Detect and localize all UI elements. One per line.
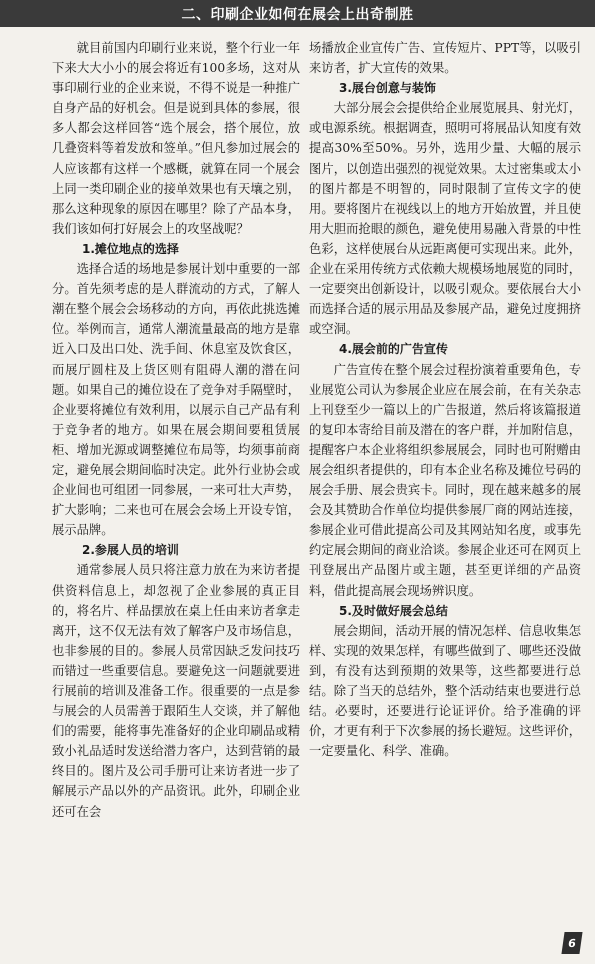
section-2-heading: 2.参展人员的培训 <box>82 543 179 558</box>
section-2-paragraph-continued: 场播放企业宣传广告、宣传短片、PPT等，以吸引来访者，扩大宣传的效果。 <box>309 41 581 76</box>
left-column <box>52 38 300 956</box>
section-4-heading: 4.展会前的广告宣传 <box>339 342 448 357</box>
section-5-paragraph: 展会期间，活动开展的情况怎样、信息收集怎样、实现的效果怎样，有哪些做到了、哪些还没做到，有没有达到预期的效果等，这些都要进行总结。除了当天的总结外，整个活动结束也要进行总结。必要时，还要进行论证评价。给予准确的评价，才更有利于下次参展的扬长避短。这些评价，一定要量化、科学、准确。 <box>309 623 581 759</box>
section-4-paragraph: 广告宣传在整个展会过程扮演着重要角色，专业展览公司认为参展企业应在展会前，在有关杂志上刊登至少一篇以上的广告报道，然后将该篇报道的复印本寄给目前及潜在的客户群，并加附信息，提醒客户本企业将组织参展展会，同时也可附赠由展会组织者提供的，印有本企业名称及摊位号码的展会手册、展会贵宾卡。同时，现在越来越多的展会及其赞助合作单位均提供参展厂商的网站连接，参展企业可借此提高公司及其网站知名度，或事先约定展会期间的商业洽谈。参展企业还可在网页上刊登展出产品图片或主题，甚至更详细的产品资料，借此提高展会现场辨识度。 <box>309 362 581 598</box>
right-column <box>309 38 581 956</box>
section-2-paragraph: 通常参展人员只将注意力放在为来访者提供资料信息上，却忽视了企业参展的真正目的，将名片、样品摆放在桌上任由来访者拿走离开，这不仅无法有效了解客户及市场信息，也非参展的目的。参展人员常因缺乏发问技巧而错过一些重要信息。要避免这一问题就要进行展前的培训及准备工作。很重要的一点是参与展会的人员需善于跟陌生人交谈，并了解他们的需要，能将事先准备好的企业印刷品或精致小礼品适时发送给潜力客户，达到营销的最终目的。图片及公司手册可让来访者进一步了解展示产品以外的产品资讯。此外，印刷企业还可在会 <box>52 563 300 819</box>
article-title: 二、印刷企业如何在展会上出奇制胜 <box>0 0 595 27</box>
section-3-heading: 3.展台创意与装饰 <box>339 81 436 96</box>
section-5-heading: 5.及时做好展会总结 <box>339 603 448 618</box>
section-3-paragraph: 大部分展会会提供给企业展览展具、射光灯，或电源系统。根据调查，照明可将展品认知度有效提高30%至50%。另外，选用少量、大幅的展示图片，以创造出强烈的视觉效果。太过密集或太小的图片都是不明智的，同时限制了宣传文字的使用。要将图片在视线以上的地方开始放置，并且使用大胆而抢眼的颜色，避免使用易融入背景的中性色彩，这样使展台从远距离便可实现出来。此外，企业在采用传统方式依赖大规模场地展览的同时，一定要突出创新设计，以吸引观众。要依展台大小而选择合适的展示用品及参展产品，避免过度拥挤或空洞。 <box>309 101 581 337</box>
section-1-paragraph: 选择合适的场地是参展计划中重要的一部分。首先须考虑的是人群流动的方式，了解人潮在整个展会会场移动的方向，再依此挑选摊位。举例而言，通常人潮流量最高的地方是靠近入口及出口处、洗手间、休息室及饮食区，而展厅圆柱及上货区则有阻碍人潮的潜在问题。如果自己的摊位设在了竞争对手隔壁时，企业要将摊位有效利用，以展示自己产品有利于竞争者的地方。如果在展会期间要租赁展柜、增加光源或调整摊位布局等，均须事前商定，避免展会期间临时决定。此外行业协会或企业间也可组团一同参展，一来可壮大声势，扩大影响；二来也可在展会会场上开设专馆，展示品牌。 <box>52 262 300 538</box>
section-1-heading: 1.摊位地点的选择 <box>82 241 179 256</box>
page-number: 6 <box>561 932 582 954</box>
intro-paragraph: 就目前国内印刷行业来说，整个行业一年下来大大小小的展会将近有100多场，这对从事印刷行业的企业来说，不得不说是一种推广自身产品的好机会。但是说到具体的参展，很多人都会这样回答“选个展会，搭个展位，放几叠资料等着发放和签单。”但凡参加过展会的人应该都有这样一个感概，就算在同一个展会上同一类印刷企业的接单效果也有天壤之别，那么这种现象的原因在哪里？除了产品本身，我们该如何打好展会上的攻坚战呢？ <box>52 41 300 236</box>
